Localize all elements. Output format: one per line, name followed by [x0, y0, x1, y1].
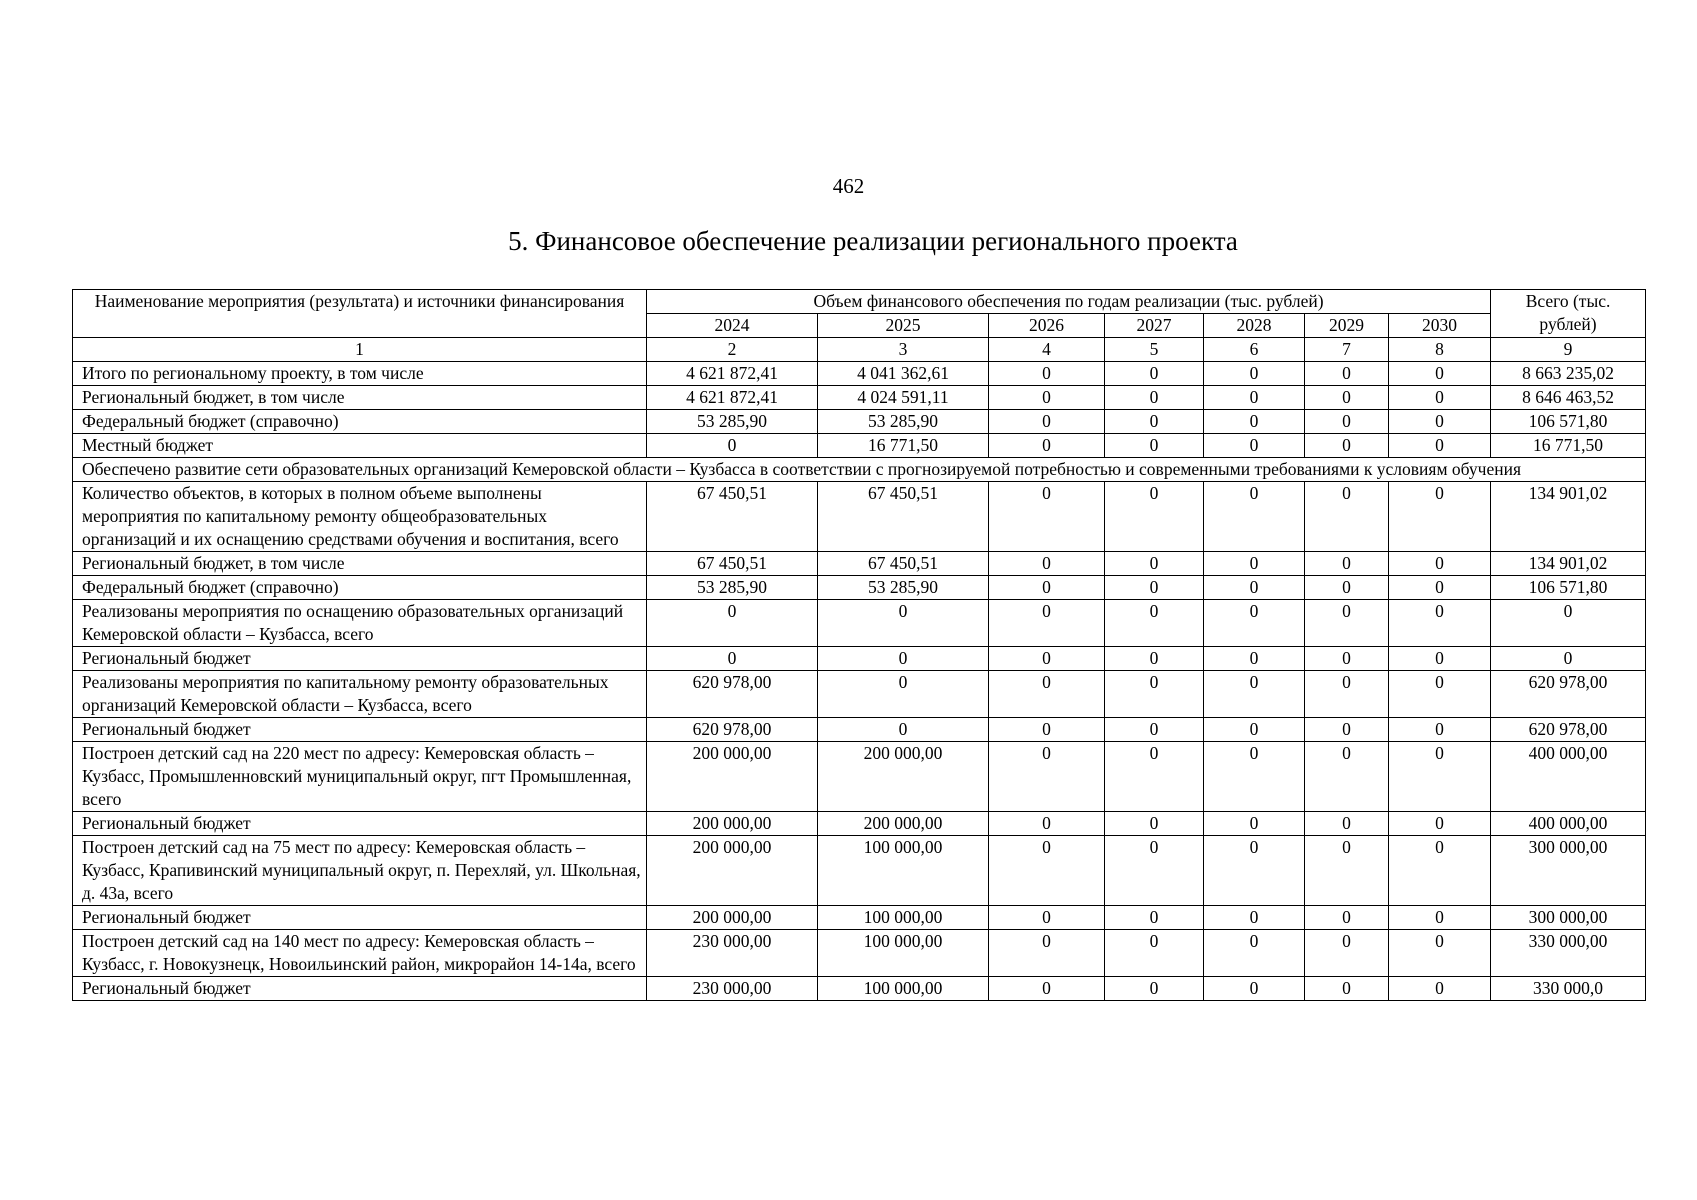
year-value-cell: 0: [1105, 812, 1204, 836]
year-value-cell: 0: [1389, 482, 1491, 552]
year-value-cell: 0: [1305, 386, 1389, 410]
year-value-cell: 0: [1105, 930, 1204, 977]
table-row: [73, 977, 1646, 1001]
year-value-cell: 0: [1305, 482, 1389, 552]
total-cell: 8 663 235,02: [1491, 362, 1646, 386]
year-value-cell: 53 285,90: [647, 576, 818, 600]
year-value-cell: 0: [1305, 930, 1389, 977]
year-value-cell: 0: [1389, 362, 1491, 386]
row-label: Реализованы мероприятия по оснащению образовательных организаций Кемеровской области – Кузбасса, всего: [73, 600, 647, 647]
year-value-cell: 0: [1105, 718, 1204, 742]
year-value-cell: 0: [1105, 362, 1204, 386]
year-value-cell: 0: [989, 386, 1105, 410]
year-value-cell: 0: [1105, 552, 1204, 576]
year-value-cell: 0: [818, 600, 989, 647]
year-value-cell: 0: [647, 647, 818, 671]
year-value-cell: 0: [1305, 718, 1389, 742]
year-value-cell: 0: [1305, 671, 1389, 718]
year-value-cell: 0: [989, 812, 1105, 836]
year-value-cell: 0: [1204, 647, 1305, 671]
year-value-cell: 0: [1389, 434, 1491, 458]
year-value-cell: 67 450,51: [647, 552, 818, 576]
goal-row: [73, 458, 1646, 482]
year-value-cell: 0: [989, 482, 1105, 552]
column-number: 8: [1389, 338, 1491, 362]
year-value-cell: 100 000,00: [818, 906, 989, 930]
year-value-cell: 0: [1389, 576, 1491, 600]
goal-text: Обеспечено развитие сети образовательных организаций Кемеровской области – Кузбасса в соответствии с прогнозируемой потребностью и современными требованиями к условиям обучения: [73, 458, 1646, 482]
row-label: Итого по региональному проекту, в том числе: [73, 362, 647, 386]
total-cell: 620 978,00: [1491, 671, 1646, 718]
header-total: Всего (тыс. рублей): [1491, 290, 1646, 338]
total-cell: 400 000,00: [1491, 742, 1646, 812]
header-year: 2026: [989, 314, 1105, 338]
financing-table: [72, 289, 1646, 1001]
section-title: 5. Финансовое обеспечение реализации регионального проекта: [508, 226, 1238, 256]
total-cell: 300 000,00: [1491, 906, 1646, 930]
year-value-cell: 0: [1305, 600, 1389, 647]
row-label: Региональный бюджет, в том числе: [73, 386, 647, 410]
year-value-cell: 0: [1204, 718, 1305, 742]
year-value-cell: 0: [1204, 977, 1305, 1001]
table-row: [73, 552, 1646, 576]
year-value-cell: 0: [1305, 576, 1389, 600]
year-value-cell: 0: [1305, 742, 1389, 812]
header-row-1: [73, 290, 1646, 314]
year-value-cell: 0: [989, 576, 1105, 600]
year-value-cell: 0: [989, 647, 1105, 671]
year-value-cell: 0: [989, 671, 1105, 718]
table-row: [73, 362, 1646, 386]
year-value-cell: 0: [1204, 576, 1305, 600]
year-value-cell: 0: [1105, 576, 1204, 600]
row-label: Построен детский сад на 140 мест по адресу: Кемеровская область – Кузбасс, г. Новокузнецк, Новоильинский район, микрорайон 14-14а, всего: [73, 930, 647, 977]
total-cell: 16 771,50: [1491, 434, 1646, 458]
row-label: Местный бюджет: [73, 434, 647, 458]
year-value-cell: 0: [1204, 386, 1305, 410]
total-cell: 0: [1491, 647, 1646, 671]
year-value-cell: 0: [1105, 836, 1204, 906]
year-value-cell: 4 041 362,61: [818, 362, 989, 386]
year-value-cell: 0: [989, 836, 1105, 906]
total-cell: 330 000,0: [1491, 977, 1646, 1001]
year-value-cell: 0: [1305, 812, 1389, 836]
year-value-cell: 0: [1204, 742, 1305, 812]
year-value-cell: 0: [1305, 362, 1389, 386]
year-value-cell: 4 621 872,41: [647, 362, 818, 386]
year-value-cell: 4 621 872,41: [647, 386, 818, 410]
column-number: 6: [1204, 338, 1305, 362]
year-value-cell: 0: [1389, 647, 1491, 671]
column-number: 4: [989, 338, 1105, 362]
year-value-cell: 200 000,00: [818, 742, 989, 812]
table-row: [73, 434, 1646, 458]
header-year: 2029: [1305, 314, 1389, 338]
year-value-cell: 230 000,00: [647, 930, 818, 977]
total-cell: 300 000,00: [1491, 836, 1646, 906]
year-value-cell: 0: [1305, 836, 1389, 906]
page-number: 462: [832, 174, 865, 198]
year-value-cell: 0: [1204, 812, 1305, 836]
row-label: Количество объектов, в которых в полном объеме выполнены мероприятия по капитальному ремонту общеобразовательных организаций и их оснащению средствами обучения и воспитания, всего: [73, 482, 647, 552]
row-label: Построен детский сад на 220 мест по адресу: Кемеровская область – Кузбасс, Промышленновский муниципальный округ, пгт Промышленная, всего: [73, 742, 647, 812]
total-cell: 620 978,00: [1491, 718, 1646, 742]
column-number: 3: [818, 338, 989, 362]
year-value-cell: 0: [1389, 671, 1491, 718]
year-value-cell: 0: [989, 906, 1105, 930]
year-value-cell: 0: [989, 977, 1105, 1001]
row-label: Федеральный бюджет (справочно): [73, 576, 647, 600]
year-value-cell: 620 978,00: [647, 718, 818, 742]
year-value-cell: 0: [818, 671, 989, 718]
year-value-cell: 0: [1204, 482, 1305, 552]
header-name: Наименование мероприятия (результата) и источники финансирования: [73, 290, 647, 338]
total-cell: 106 571,80: [1491, 576, 1646, 600]
year-value-cell: 0: [1389, 410, 1491, 434]
header-year: 2025: [818, 314, 989, 338]
year-value-cell: 0: [1389, 930, 1491, 977]
year-value-cell: 0: [1105, 647, 1204, 671]
year-value-cell: 230 000,00: [647, 977, 818, 1001]
year-value-cell: 100 000,00: [818, 836, 989, 906]
year-value-cell: 53 285,90: [647, 410, 818, 434]
year-value-cell: 0: [1389, 386, 1491, 410]
year-value-cell: 100 000,00: [818, 977, 989, 1001]
year-value-cell: 67 450,51: [647, 482, 818, 552]
table-row: [73, 906, 1646, 930]
year-value-cell: 0: [1105, 742, 1204, 812]
year-value-cell: 53 285,90: [818, 410, 989, 434]
year-value-cell: 0: [1204, 410, 1305, 434]
year-value-cell: 200 000,00: [647, 742, 818, 812]
year-value-cell: 0: [989, 600, 1105, 647]
year-value-cell: 0: [1389, 977, 1491, 1001]
total-cell: 134 901,02: [1491, 482, 1646, 552]
row-label: Региональный бюджет: [73, 647, 647, 671]
year-value-cell: 0: [1305, 906, 1389, 930]
table-row: [73, 812, 1646, 836]
year-value-cell: 200 000,00: [818, 812, 989, 836]
year-value-cell: 0: [1105, 671, 1204, 718]
year-value-cell: 0: [1204, 362, 1305, 386]
row-label: Региональный бюджет: [73, 977, 647, 1001]
year-value-cell: 0: [1305, 552, 1389, 576]
table-row: [73, 930, 1646, 977]
column-number: 7: [1305, 338, 1389, 362]
year-value-cell: 0: [1389, 836, 1491, 906]
row-label: Региональный бюджет: [73, 812, 647, 836]
table-row: [73, 600, 1646, 647]
row-label: Федеральный бюджет (справочно): [73, 410, 647, 434]
year-value-cell: 0: [1204, 906, 1305, 930]
year-value-cell: 0: [1305, 434, 1389, 458]
year-value-cell: 0: [1105, 410, 1204, 434]
year-value-cell: 16 771,50: [818, 434, 989, 458]
year-value-cell: 0: [1105, 434, 1204, 458]
year-value-cell: 0: [989, 410, 1105, 434]
year-value-cell: 0: [989, 930, 1105, 977]
year-value-cell: 620 978,00: [647, 671, 818, 718]
year-value-cell: 0: [647, 434, 818, 458]
row-label: Региональный бюджет: [73, 718, 647, 742]
year-value-cell: 0: [1204, 600, 1305, 647]
table-row: [73, 836, 1646, 906]
year-value-cell: 0: [1389, 600, 1491, 647]
year-value-cell: 0: [1105, 906, 1204, 930]
year-value-cell: 0: [1204, 434, 1305, 458]
row-label: Реализованы мероприятия по капитальному ремонту образовательных организаций Кемеровской области – Кузбасса, всего: [73, 671, 647, 718]
column-numbers-row: [73, 338, 1646, 362]
header-year: 2030: [1389, 314, 1491, 338]
year-value-cell: 0: [1105, 600, 1204, 647]
column-number: 5: [1105, 338, 1204, 362]
table-row: [73, 718, 1646, 742]
year-value-cell: 0: [1204, 930, 1305, 977]
total-cell: 8 646 463,52: [1491, 386, 1646, 410]
year-value-cell: 0: [818, 718, 989, 742]
year-value-cell: 0: [1389, 552, 1491, 576]
year-value-cell: 0: [1389, 906, 1491, 930]
total-cell: 330 000,00: [1491, 930, 1646, 977]
header-year: 2024: [647, 314, 818, 338]
table-row: [73, 482, 1646, 552]
year-value-cell: 0: [1305, 410, 1389, 434]
year-value-cell: 0: [1389, 812, 1491, 836]
year-value-cell: 0: [1105, 482, 1204, 552]
year-value-cell: 0: [1204, 552, 1305, 576]
year-value-cell: 0: [1105, 386, 1204, 410]
table-row: [73, 386, 1646, 410]
year-value-cell: 67 450,51: [818, 482, 989, 552]
year-value-cell: 67 450,51: [818, 552, 989, 576]
row-label: Построен детский сад на 75 мест по адресу: Кемеровская область – Кузбасс, Крапивинский муниципальный округ, п. Перехляй, ул. Школьная, д. 43а, всего: [73, 836, 647, 906]
table-row: [73, 671, 1646, 718]
table-row: [73, 576, 1646, 600]
total-cell: 0: [1491, 600, 1646, 647]
year-value-cell: 200 000,00: [647, 836, 818, 906]
year-value-cell: 0: [989, 362, 1105, 386]
column-number: 1: [73, 338, 647, 362]
year-value-cell: 0: [1204, 671, 1305, 718]
column-number: 2: [647, 338, 818, 362]
year-value-cell: 0: [1389, 718, 1491, 742]
header-year: 2028: [1204, 314, 1305, 338]
column-number: 9: [1491, 338, 1646, 362]
year-value-cell: 200 000,00: [647, 812, 818, 836]
year-value-cell: 0: [989, 552, 1105, 576]
row-label: Региональный бюджет, в том числе: [73, 552, 647, 576]
year-value-cell: 0: [1305, 977, 1389, 1001]
total-cell: 400 000,00: [1491, 812, 1646, 836]
year-value-cell: 0: [989, 434, 1105, 458]
year-value-cell: 0: [1105, 977, 1204, 1001]
total-cell: 134 901,02: [1491, 552, 1646, 576]
year-value-cell: 0: [989, 742, 1105, 812]
table-body: [73, 362, 1646, 1001]
year-value-cell: 4 024 591,11: [818, 386, 989, 410]
year-value-cell: 0: [1305, 647, 1389, 671]
table-row: [73, 410, 1646, 434]
total-cell: 106 571,80: [1491, 410, 1646, 434]
year-value-cell: 0: [818, 647, 989, 671]
table-row: [73, 742, 1646, 812]
header-year: 2027: [1105, 314, 1204, 338]
year-value-cell: 0: [647, 600, 818, 647]
year-value-cell: 0: [989, 718, 1105, 742]
table-row: [73, 647, 1646, 671]
year-value-cell: 100 000,00: [818, 930, 989, 977]
year-value-cell: 0: [1389, 742, 1491, 812]
year-value-cell: 0: [1204, 836, 1305, 906]
year-value-cell: 53 285,90: [818, 576, 989, 600]
row-label: Региональный бюджет: [73, 906, 647, 930]
header-volume: Объем финансового обеспечения по годам реализации (тыс. рублей): [647, 290, 1491, 314]
year-value-cell: 200 000,00: [647, 906, 818, 930]
